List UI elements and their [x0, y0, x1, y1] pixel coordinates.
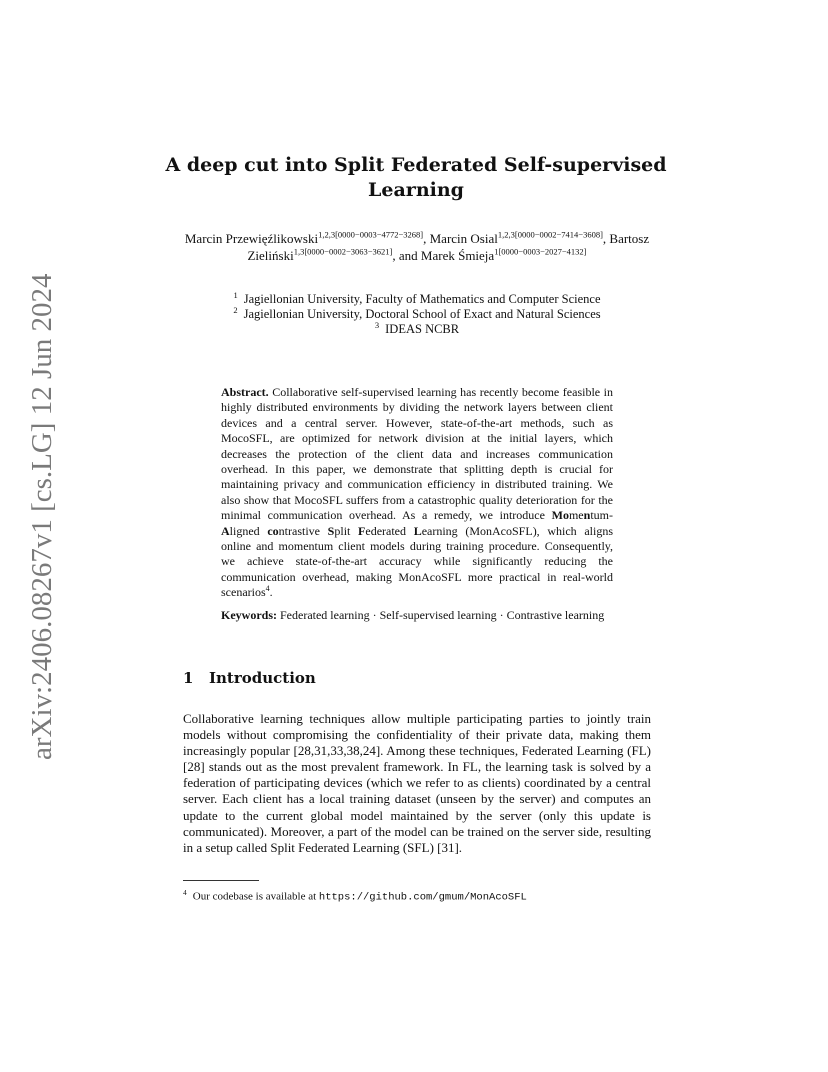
codebase-link[interactable]: https://github.com/gmum/MonAcoSFL: [318, 891, 527, 904]
keywords-text: Federated learning · Self-supervised learning · Contrastive learning: [280, 608, 605, 622]
affiliation-mark: 2: [233, 304, 238, 315]
footnote: [183, 886, 651, 905]
author-affiliation-mark: 1: [494, 246, 499, 257]
affiliation-text: Jagiellonian University, Faculty of Mathematics and Computer Science: [243, 292, 601, 306]
section-title: Introduction: [209, 669, 316, 687]
affiliation-mark: 3: [374, 319, 380, 330]
author-orcid: [0000−0002−3063−3621]: [304, 246, 393, 257]
method-name-regular: earning: [421, 523, 458, 538]
method-name-bold: L: [413, 523, 422, 538]
method-name-regular: ligned: [229, 523, 268, 538]
author-orcid: [0000−0002−7414−3608]: [514, 229, 603, 240]
author-affiliation-mark: 1,2,3: [318, 229, 336, 240]
author-name: Marek Śmieja: [420, 248, 495, 263]
author-orcid: [0000−0003−2027−4132]: [498, 246, 587, 257]
author-list: Marcin Przewięźlikowski$^{1,2,3[0000-0003-4772-3268]}$, Marcin Osial$^{1,2,3[0000-0002-7414-3608]}$, Bartosz Zieliński$^{1,3[0000-0002-3063-3621]}$, and Marek Śmieja$^{1[0000-0003-2027-4132]}$: [184, 229, 650, 263]
method-name-bold: co: [267, 523, 279, 538]
footnote-text: Our codebase is available at: [192, 890, 319, 903]
abstract-text-part1: Collaborative self-supervised learning has recently become feasible in highly distributed environments by dividing the network layers between client devices and a central server. However, state-of-the-art methods, such as MocoSFL, are optimized for network division at the initial layers, which decreases the protection of the client data and increases communication overhead. In this paper, we demonstrate that splitting depth is crucial for maintaining privacy and communication efficiency in distributed training. We also show that MocoSFL suffers from a catastrophic quality deterioration for the minimal communication overhead. As a remedy, we introduce: [221, 385, 614, 523]
abstract: [221, 385, 613, 601]
method-name-bold: F: [358, 523, 366, 538]
keywords: [221, 608, 613, 623]
method-name-regular: plit: [334, 523, 359, 538]
author-affiliation-mark: 1,3: [293, 246, 305, 257]
keywords-label: Keywords:: [221, 608, 277, 622]
affiliation-text: IDEAS NCBR: [385, 322, 460, 336]
affiliation-item: [182, 304, 652, 322]
introduction-paragraph: Collaborative learning techniques allow multiple participating parties to jointly train models without compromising the confidentiality of their private data, making them increasingly popular [28,31,33,38,24]. Among these techniques, Federated Learning (FL) [28] stands out as the most prevalent framework. In FL, the learning task is solved by a federation of participating devices (which we refer to as clients) coordinated by a central server. Each client has a local training dataset (unseen by the server) and computes an update to the current global model maintained by the server (only this update is communicated). Moreover, a part of the model can be trained on the server side, resulting in a setup called Split Federated Learning (SFL) [31].: [183, 711, 651, 855]
paper-title: A deep cut into Split Federated Self-supervised Learning: [165, 154, 667, 201]
author-orcid: [0000−0003−4772−3268]: [335, 229, 424, 240]
author-name: Bartosz Zieliński: [247, 231, 650, 263]
author-name: Marcin Osial: [429, 231, 498, 246]
arxiv-identifier-text: arXiv:2406.08267v1 [cs.LG] 12 Jun 2024: [26, 273, 58, 760]
author-name: Marcin Przewięźlikowski: [184, 231, 319, 246]
method-name-regular: tum-: [590, 508, 613, 523]
affiliation-item: [182, 289, 652, 307]
method-name-bold: A: [221, 523, 230, 538]
affiliation-item: [182, 319, 652, 337]
abstract-text-part2: (MonAcoSFL), which aligns online and momentum client models during training procedure. Consequently, we achieve state-of-the-art accuracy while significantly reducing the communication overhead, making MonAcoSFL more practical in real-world scenarios: [221, 523, 614, 600]
abstract-text-end: .: [269, 585, 273, 600]
method-name-bold: n: [583, 508, 591, 523]
method-name-regular: ederated: [365, 523, 414, 538]
footnote-mark[interactable]: 4: [265, 584, 270, 594]
affiliation-mark: 1: [233, 289, 238, 300]
method-name-bold: S: [327, 523, 335, 538]
affiliation-list: [182, 289, 652, 337]
author-affiliation-mark: 1,2,3: [497, 229, 515, 240]
footnote-number: 4: [183, 888, 187, 897]
abstract-label: Abstract.: [221, 385, 269, 399]
arxiv-identifier-stamp: [22, 273, 62, 760]
method-name-bold: Mo: [551, 508, 569, 523]
footnote-divider: [183, 880, 259, 881]
section-number: 1: [183, 669, 194, 687]
method-name-regular: ntrastive: [278, 523, 328, 538]
section-heading: [183, 668, 316, 688]
method-name-regular: me: [568, 508, 584, 523]
affiliation-text: Jagiellonian University, Doctoral School of Exact and Natural Sciences: [243, 307, 601, 321]
